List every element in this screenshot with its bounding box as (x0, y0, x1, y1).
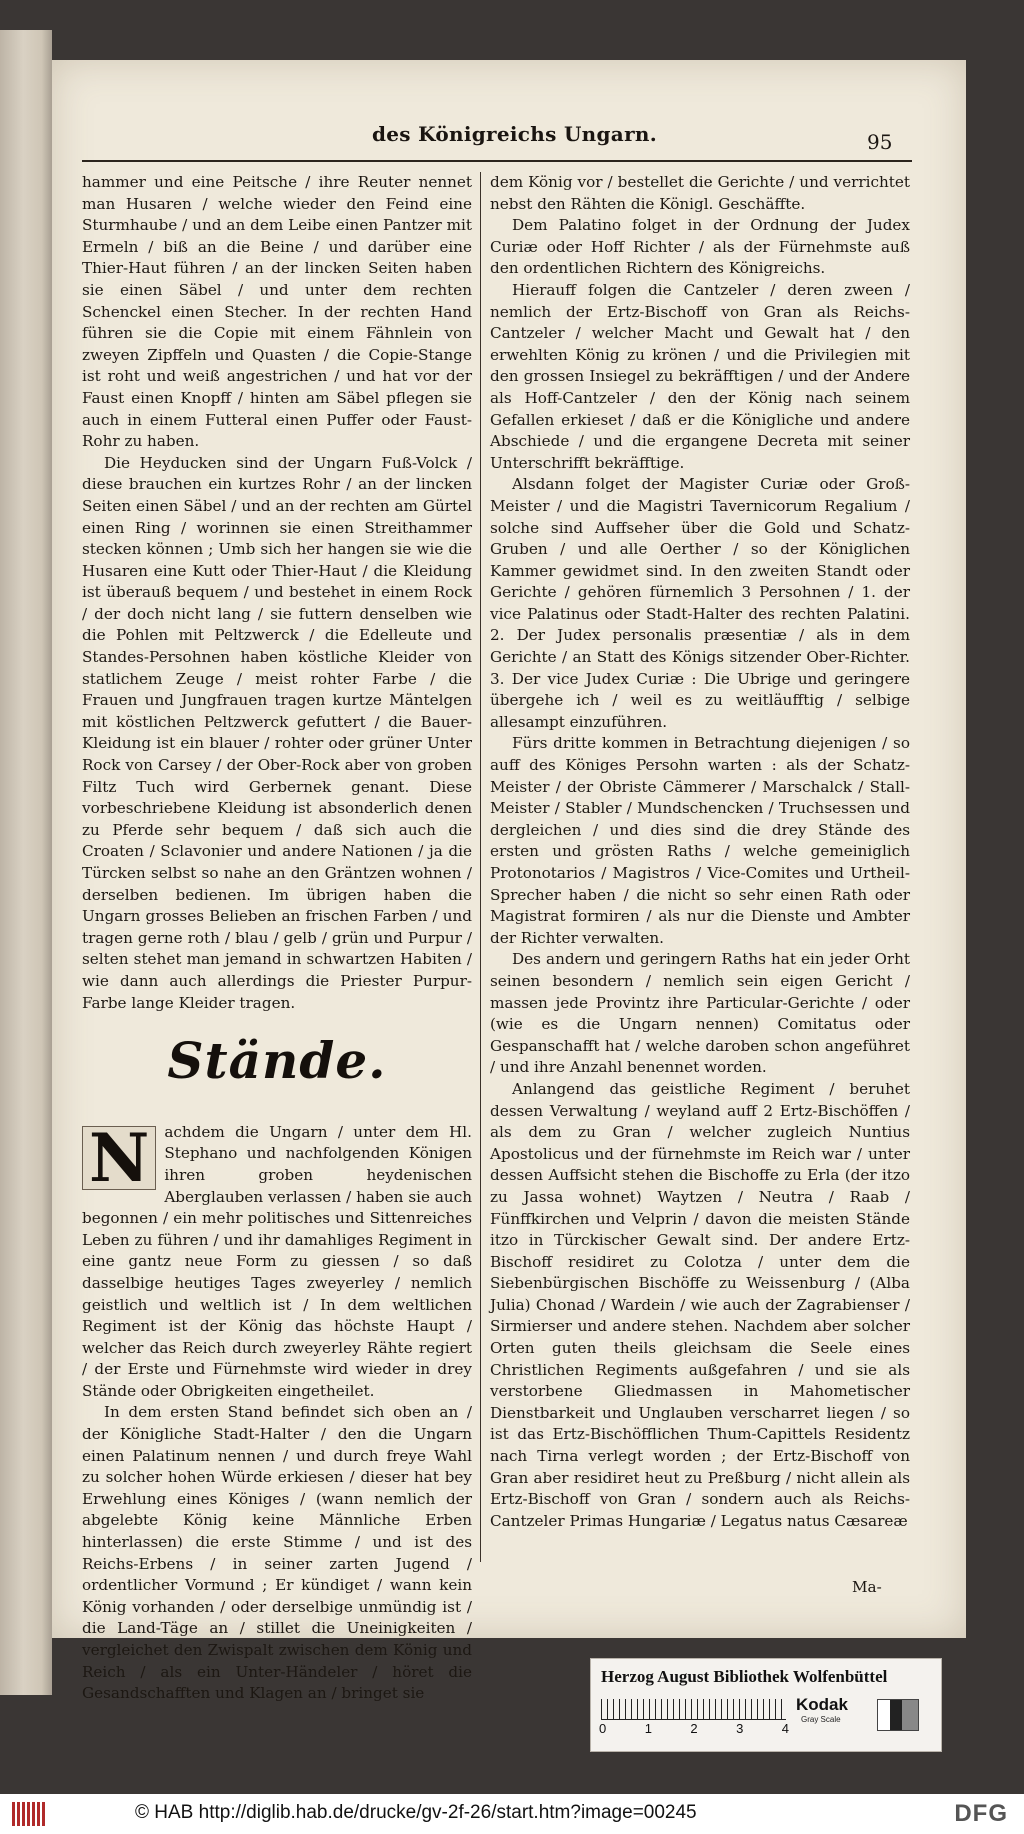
page-number: 95 (867, 130, 893, 154)
scale-number: 1 (644, 1721, 652, 1736)
paragraph: Hierauff folgen die Cantzeler / deren zween / nemlich der Ertz-Bischoff von Gran als Reichs-Cantzeler / welcher Macht und Gewalt hat / den erwehlten König zu krönen / und die Privilegien mit den grossen Insiegel zu bekräfftigen / und der Andere als Hoff-Cantzeler / den der König nach seinem Gefallen erkieset / daß er die Königliche und andere Abschiede / und die ergangene Decreta mit seiner Unterschrifft bekräfftige. (490, 280, 910, 472)
scale-number: 2 (690, 1721, 698, 1736)
paragraph: Des andern und geringern Raths hat ein jeder Orht seinen besondern / nemlich sein eigen Gericht / massen jede Provintz ihre Particular-Gerichte / oder (wie es die Ungarn nennen) Comitatus oder Gespanschafft hat / welche daroben schon angeführet / und ihre Anzahl benennet worden. (490, 950, 910, 1077)
left-column (82, 172, 472, 1705)
paragraph: hammer und eine Peitsche / ihre Reuter nennet man Husaren / welche wieder den Feind eine Sturmhaube / und an dem Leibe einen Pantzer mit Ermeln / biß an die Beine / und darüber eine Thier-Haut führen / an der lincken Seiten haben sie einen Säbel / und unter dem rechten Schenckel einen Stecher. In der rechten Hand führen sie die Copie mit einem Fähnlein von zweyen Zipffeln und Quasten / die Copie-Stange ist roht und weiß angestrichen / und hat vor der Faust einen Knopff / hinten am Säbel pflegen sie auch in einem Futteral einen Puffer oder Faust-Rohr zu haben. (82, 173, 472, 451)
gray-scale-label: Gray Scale (801, 1715, 841, 1724)
paragraph: Fürs dritte kommen in Betrachtung diejenigen / so auff des Königes Persohn warten : als der Schatz-Meister / der Obriste Cämmerer / Marschalck / Stall-Meister / Stabler / Mundschencken / Truchsessen und dergleichen / und dies sind die drey Stände des ersten und grösten Raths / welche gemeiniglich Protonotarios / Magistros / Vice-Comites und Urtheil-Sprecher haben / die nicht so sehr einen Rath oder Magistrat formiren / als nur die Dienste und Ambter der Richter verwalten. (490, 734, 910, 947)
previous-page-edge (0, 30, 52, 1695)
running-head: des Königreichs Ungarn. (372, 122, 658, 146)
paragraph: dem König vor / bestellet die Gerichte / und verrichtet nebst den Rähten die Königl. Geschäffte. (490, 173, 910, 213)
hab-logo-icon (12, 1802, 46, 1826)
scale-number: 4 (781, 1721, 789, 1736)
library-name: Herzog August Bibliothek Wolfenbüttel (601, 1667, 888, 1686)
paragraph-text: achdem die Ungarn / unter dem Hl. Stephano und nachfolgenden Königen ihren groben heydenischen Aberglauben verlassen / haben sie auch begonnen / ein mehr politisches und Sittenreiches Leben zu führen / und ihr damahliges Regiment in eine gantz neue Form zu giessen / so daß dasselbige heutiges Tages zweyerley / nemlich geistlich und weltlich ist / In dem weltlichen Regiment ist der König das höchste Haupt / welcher das Reich durch zweyerley Rähte regiert / der Erste und Fürnehmste wird wieder in drey Stände oder Obrigkeiten eingetheilet. (82, 1122, 472, 1400)
paragraph (82, 1118, 472, 1403)
library-color-chart (590, 1658, 942, 1752)
column-divider (480, 172, 481, 1562)
paragraph: Dem Palatino folget in der Ordnung der Judex Curiæ oder Hoff Richter / als der Fürnehmste auß den ordentlichen Richtern des Königreichs. (490, 216, 910, 278)
paragraph: Alsdann folget der Magister Curiæ oder Groß-Meister / und die Magistri Tavernicorum Regalium / solche sind Auffseher über die Gold und Schatz-Gruben / und alle Oerther / so der Königlichen Kammer gewidmet sind. In den zweiten Standt oder Gerichte / gehören fürnemlich 3 Persohnen / 1. der vice Palatinus oder Stadt-Halter des rechten Palatini. 2. Der Judex personalis præsentiæ / als in dem Gerichte / an Statt des Königs sitzender Ober-Richter. 3. Der vice Judex Curiæ : Die Ubrige und geringere übergehe ich / weil es zu weitläufftig / selbige allesampt einzuführen. (490, 475, 910, 731)
gray-swatch (877, 1699, 919, 1731)
paragraph: In dem ersten Stand befindet sich oben an / der Königliche Stadt-Halter / den die Ungarn einen Palatinum nennen / und durch freye Wahl zu solcher hohen Würde erkiesen / dieser hat bey Erwehlung eines Königes / (wann nemlich der abgelebte König keine Männliche Erben hinterlassen) die erste Stimme / und ist des Reichs-Erbens / in seiner zarten Jugend / ordentlicher Vormund ; Er kündiget / wann kein König vorhanden / oder derselbige unmündig ist / die Land-Täge an / stillet die Uneinigkeiten / vergleichet den Zwispalt zwischen dem König und Reich / als ein Unter-Händeler / höret die Gesandschafften und Klagen an / bringet sie (82, 1403, 472, 1703)
kodak-logo: Kodak (796, 1695, 848, 1714)
catchword: Ma- (852, 1578, 882, 1596)
dfg-logo: DFG (954, 1800, 1008, 1827)
paragraph: Anlangend das geistliche Regiment / beruhet dessen Verwaltung / weyland auff 2 Ertz-Bischöffen / als dem zu Gran / welcher zugleich Nuntius Apostolicus und der fürnehmste im Reich war / unter dessen Auffsicht stehen die Bischoffe zu Erla (der itzo zu Jassa wohnet) Waytzen / Neutra / Raab / Fünffkirchen und Velprin / davon die meisten Stände itzo in Türckischer Gewalt sind. Der andere Ertz-Bischoff residiret zu Colotza / unter dem die Siebenbürgischen Bischöffe zu Weissenburg / (Alba Julia) Chonad / Wardein / wie auch der Zagrabienser / Sirmierser und andere stehen. Nachdem aber solcher Orten guten theils gleichsam die Seele eines Christlichen Regiments außgefahren / und sie als verstorbene Gliedmassen in Mahometischer Dienstbarkeit und Unglauben verscharret liegen / so ist das Ertz-Bischöfflichen Thum-Capittels Residentz nach Tirna verlegt worden ; der Ertz-Bischoff von Gran aber residiret heut zu Preßburg / nicht allein als Ertz-Bischoff von Gran / sondern auch als Reichs-Cantzeler Primas Hungariæ / Legatus natus Cæsareæ (490, 1079, 910, 1530)
paragraph: Die Heyducken sind der Ungarn Fuß-Volck / diese brauchen ein kurtzes Rohr / an der lincken Seiten einen Säbel / und an der rechten am Gürtel einen Ring / worinnen sie einen Streithammer stecken können ; Umb sich her hangen sie wie die Husaren eine Kutt oder Thier-Haut / die Kleidung ist überauß bequem / und bestehet in einem Rock / der doch nicht lang / sie futtern denselben wie die Pohlen mit Peltzwerck / die Edelleute und Standes-Persohnen haben köstliche Kleider von statlichem Zeuge / meist rohter Farbe / die Frauen und Jungfrauen tragen kurtze Mäntelgen mit köstlichen Peltzwerck gefuttert / die Bauer-Kleidung ist ein blauer / rohter oder grüner Unter Rock von Carsey / der Ober-Rock aber von groben Filtz Tuch wird Gerbernek genant. Diese vorbeschriebene Kleidung ist absonderlich denen zu Pferde sehr bequem / daß sich auch die Croaten / Sclavonier und andere Nationen / ja die Türcken selbst so nahe an den Gräntzen wohnen / derselben bedienen. Im übrigen haben die Ungarn grosses Belieben an frischen Farben / und tragen gerne roth / blau / gelb / grün und Purpur / selten stehet man jemand in schwartzen Habiten / wie dann auch allerdings die Priester Purpur-Farbe lange Kleider tragen. (82, 453, 472, 1012)
dropcap-initial: N (82, 1126, 156, 1190)
footer-source-link[interactable]: © HAB http://diglib.hab.de/drucke/gv-2f-26/start.htm?image=00245 (135, 1802, 697, 1823)
footer-bar (0, 1794, 1024, 1834)
scale-numbers (599, 1721, 789, 1736)
ruler-scale (601, 1699, 786, 1720)
scale-number: 3 (736, 1721, 744, 1736)
header-rule (82, 160, 912, 162)
scale-number: 0 (599, 1721, 607, 1736)
right-column (490, 172, 910, 1532)
section-title: Stände. (167, 1031, 387, 1091)
